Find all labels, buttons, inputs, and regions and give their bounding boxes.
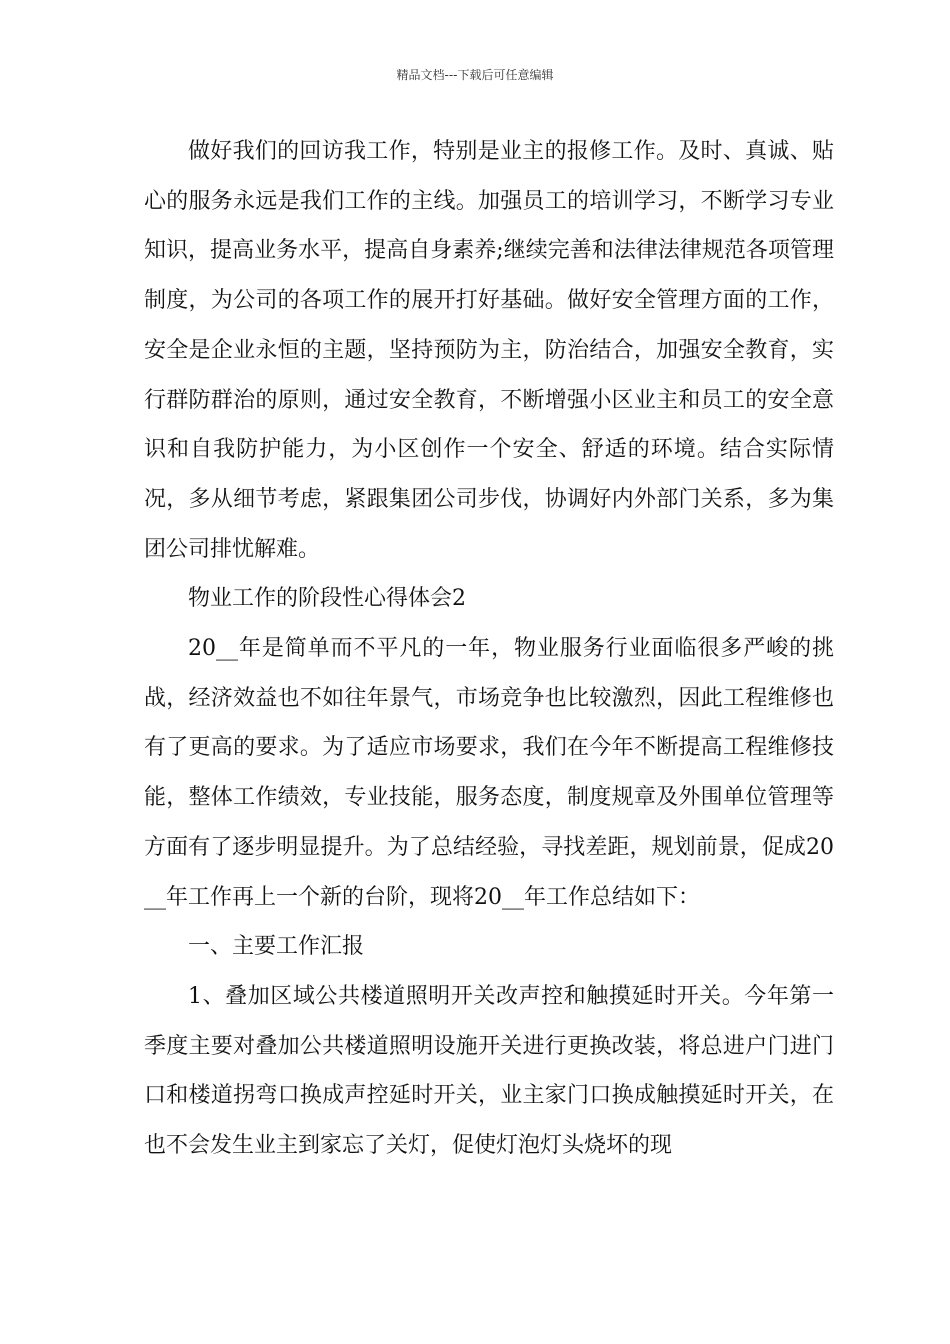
- document-body: [144, 127, 834, 1171]
- paragraph-item-1: 1、叠加区域公共楼道照明开关改声控和触摸延时开关。今年第一季度主要对叠加公共楼道照明设施开关进行更换改装，将总进户门进门口和楼道拐弯口换成声控延时开关，业主家门口换成触摸延时开关，在也不会发生业主到家忘了关灯，促使灯泡灯头烧坏的现: [144, 983, 834, 1159]
- section-heading-experience-2: 物业工作的阶段性心得体会2: [188, 586, 466, 612]
- paragraph-service-safety: 做好我们的回访我工作，特别是业主的报修工作。及时、真诚、贴心的服务永远是我们工作的主线。加强员工的培训学习，不断学习专业知识，提高业务水平，提高自身素养;继续完善和法律法律规范各项管理制度，为公司的各项工作的展开打好基础。做好安全管理方面的工作，安全是企业永恒的主题，坚持预防为主，防治结合，加强安全教育，实行群防群治的原则，通过安全教育，不断增强小区业主和员工的安全意识和自我防护能力，为小区创作一个安全、舒适的环境。结合实际情况，多从细节考虑，紧跟集团公司步伐，协调好内外部门关系，多为集团公司排忧解难。: [144, 139, 834, 562]
- page-header: 精品文档---下载后可任意编辑: [396, 68, 554, 82]
- section-heading-main-work: 一、主要工作汇报: [188, 934, 365, 960]
- paragraph-annual-summary-intro: 20__年是简单而不平凡的一年，物业服务行业面临很多严峻的挑战，经济效益也不如往年景气，市场竞争也比较激烈，因此工程维修也有了更高的要求。为了适应市场要求，我们在今年不断提高工程维修技能，整体工作绩效，专业技能，服务态度，制度规章及外围单位管理等方面有了逐步明显提升。为了总结经验，寻找差距，规划前景，促成20__年工作再上一个新的台阶，现将20__年工作总结如下：: [144, 636, 834, 910]
